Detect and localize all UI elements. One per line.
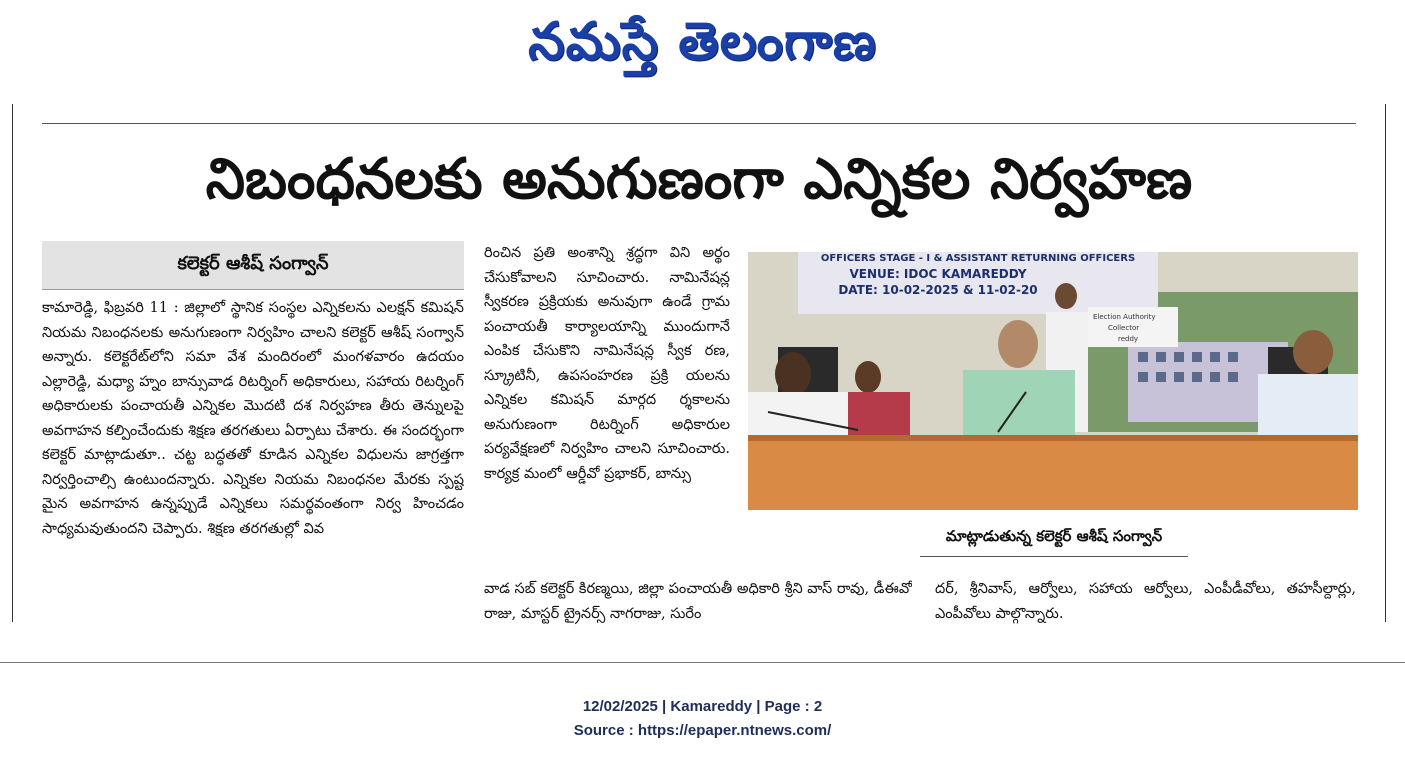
- banner-top-text: OFFICERS STAGE - I & ASSISTANT RETURNING OFFICERS: [820, 253, 1136, 264]
- footer-source-line: Source : https://epaper.ntnews.com/: [573, 722, 832, 739]
- right-border-line: [1385, 104, 1386, 622]
- bottom-rule: [0, 662, 1405, 663]
- article-subhead: [42, 241, 464, 290]
- article-column-1: కామారెడ్డి, ఫిబ్రవరి 11 : జిల్లాలో స్థానిక సంస్థల ఎన్నికలను ఎలక్షన్ కమిషన్ నియమ నిబంధనలకు అనుగుణంగా నిర్వహిం చాలని కలెక్టర్ ఆశీష్ సంగ్వాన్ అన్నారు. కలెక్టరేట్‌లోని సమా వేశ మందిరంలో మంగళవారం ఉదయం ఎల్లారెడ్డి, మధ్యా హ్నం బాన్సువాడ రిటర్నింగ్ అధికారులు, సహాయ రిటర్నింగ్ అధికారులకు పంచాయతీ ఎన్నికల మొదటి దశ నిర్వహణ తీరు తెన్నులపై అవగాహన కల్పించేందుకు శిక్షణ తరగతులు ఏర్పాటు చేశారు. ఈ సందర్భంగా కలెక్టర్ మాట్లాడుతూ.. చట్ట బద్ధతతో కూడిన ఎన్నికల విధులను జాగ్రత్తగా నిర్వర్తించాల్సి ఉంటుందన్నారు. ఎన్నికల నియమ నిబంధనల మేరకు స్పష్ట మైన అవగాహన ఉన్నప్పుడే ఎన్నికలు సమర్థవంతంగా నిర్వ హించడం సాధ్యమవుతుందని చెప్పారు. శిక్షణ తరగతుల్లో వివ: [42, 300, 464, 537]
- photo-caption: మాట్లాడుతున్న కలెక్టర్ ఆశీష్ సంగ్వాన్: [920, 520, 1188, 557]
- banner-side-text-3: reddy: [1118, 335, 1139, 343]
- banner-date-text: DATE: 10-02-2025 & 11-02-20: [838, 283, 1038, 297]
- article-column-2-continued: వాడ సబ్ కలెక్టర్ కిరణ్మయి, జిల్లా పంచాయతీ అధికారి శ్రీని వాస్ రావు, డీఈవో రాజు, మాస్టర్ ట్రైనర్స్ నాగరాజు, సురేం: [484, 581, 912, 622]
- top-rule: [42, 123, 1356, 124]
- subhead-text: కలెక్టర్ ఆశీష్ సంగ్వాన్: [177, 252, 329, 274]
- article-column-3: దర్, శ్రీనివాస్, ఆర్వోలు, సహాయ ఆర్వోలు, ఎంపీడీవోలు, తహసీల్దార్లు, ఎంపీవోలు పాల్గొన్నారు.: [935, 581, 1356, 622]
- photo-illustration: [748, 252, 1358, 510]
- banner-venue-text: VENUE: IDOC KAMAREDDY: [849, 267, 1027, 281]
- article-headline: నిబంధనలకు అనుగుణంగా ఎన్నికల నిర్వహణ: [205, 147, 1193, 212]
- banner-side-text-2: Collector: [1108, 324, 1140, 332]
- left-border-line: [12, 104, 13, 622]
- article-photo: [748, 252, 1358, 510]
- banner-side-text-1: Election Authority: [1093, 313, 1156, 321]
- article-column-2: రించిన ప్రతి అంశాన్ని శ్రద్ధగా విని అర్థం చేసుకోవాలని సూచించారు. నామినేషన్ల స్వీకరణ ప్రక్రియకు అనువుగా ఉండే గ్రామ పంచాయతీ కార్యాలయాన్ని ముందుగానే ఎంపిక చేసుకొని నామినేషన్ల స్వీక రణ, స్క్రూటినీ, ఉపసంహరణ ప్రక్రి యలను ఎన్నికల కమిషన్ మార్గద ర్శకాలను అనుగుణంగా రిటర్నింగ్ అధికారుల పర్యవేక్షణలో నిర్వహిం చాలని సూచించారు. కార్యక్ర మంలో ఆర్డీవో ప్రభాకర్, బాన్సు: [484, 245, 730, 482]
- masthead-title: నమస్తే తెలంగాణ: [528, 12, 877, 72]
- footer-date-line: 12/02/2025 | Kamareddy | Page : 2: [582, 698, 823, 715]
